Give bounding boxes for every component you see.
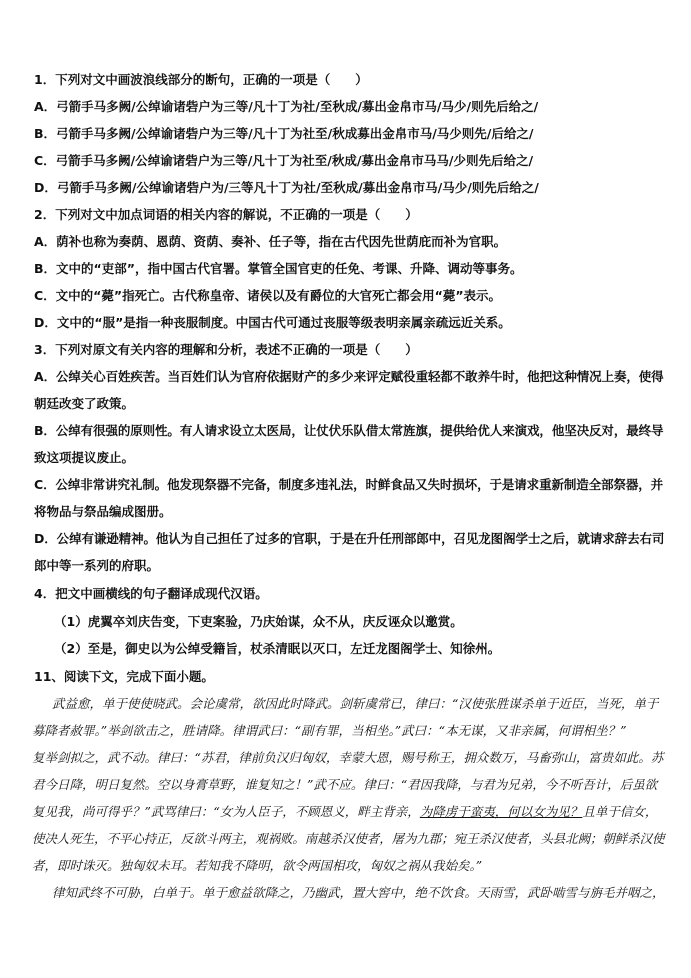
passage-text: 复见我，尚可得乎？”武骂律曰：“女为人臣子，不顾恩义，畔主背亲， — [32, 804, 420, 819]
q2-option-c: C．文中的“薨”指死亡。古代称皇帝、诸侯以及有爵位的大官死亡都会用“薨”表示。 — [34, 288, 502, 303]
q4-stem: 4．把文中画横线的句子翻译成现代汉语。 — [34, 586, 268, 601]
passage-line: 君今日降，明日复然。空以身膏草野，谁复知之！”武不应。律曰：“君因我降，与君为兄弟，今不听吾计，后虽欲 — [32, 777, 658, 792]
q1-option-a: A．弓箭手马多阙/公绰谕诸砦户为三等/凡十丁为社/至秋成/募出金帛市马/马少/则先后给之/ — [34, 99, 539, 114]
q2-option-b: B．文中的“吏部”，指中国古代官署。掌管全国官吏的任免、考课、升降、调动等事务。 — [34, 261, 523, 276]
q2-stem: 2．下列对文中加点词语的相关内容的解说，不正确的一项是（ ） — [34, 207, 418, 222]
q1-stem: 1．下列对文中画波浪线部分的断句，正确的一项是（ ） — [34, 72, 368, 87]
q3-option-a-line2: 朝廷改变了政策。 — [34, 396, 135, 411]
q3-option-d-line2: 郎中等一系列的府职。 — [34, 558, 160, 573]
underlined-sentence: 为降虏于蛮夷，何以女为见？ — [419, 804, 583, 819]
passage-line: 武益愈，单于使使晓武。会论虞常，欲因此时降武。剑斩虞常已，律曰：“汉使张胜谋杀单于近臣，当死，单于 — [52, 696, 659, 711]
q3-option-d-line1: D．公绰有谦逊精神。他认为自己担任了过多的官职，于是在升任刑部郎中，召见龙图阁学士之后，就请求辞去右司 — [34, 531, 665, 546]
passage-line — [32, 804, 668, 820]
q3-option-b-line1: B．公绰有很强的原则性。有人请求设立太医局，让仗伏乐队借太常旌旗，提供给优人来演戏，他坚决反对，最终导 — [34, 423, 664, 438]
passage-text: 且单于信女， — [582, 804, 658, 819]
q3-stem: 3．下列对原文有关内容的理解和分析，表述不正确的一项是（ ） — [34, 342, 418, 357]
passage-line: 募降者赦罪。”举剑欲击之，胜请降。律谓武曰：“副有罪，当相坐。”武曰：“本无谋，又非亲属，何谓相坐？” — [32, 723, 627, 738]
q4-sentence-2: （2）至是，御史以为公绰受籍旨，杖杀清眠以灭口，左迁龙图阁学士、知徐州。 — [54, 641, 501, 656]
q11-stem: 11、阅读下文，完成下面小题。 — [34, 669, 214, 684]
q3-option-c-line1: C．公绰非常讲究礼制。他发现祭器不完备，制度多违礼法，时鲜食品又失时损坏，于是请求重新制造全部祭器，并 — [34, 477, 664, 492]
q1-option-d: D．弓箭手马多阙/公绰谕诸砦户为/三等凡十丁为社/至秋成/募出金帛市马/马少/则先后给之/ — [34, 180, 539, 195]
q3-option-b-line2: 致这项提议废止。 — [34, 450, 135, 465]
q2-option-d: D．文中的“服”是指一种丧服制度。中国古代可通过丧服等级表明亲属亲疏远近关系。 — [34, 315, 511, 330]
q4-sentence-1: （1）虎翼卒刘庆告变，下吏案验，乃庆始谋，众不从，庆反诬众以邀赏。 — [54, 614, 463, 629]
passage-line: 复举剑拟之，武不动。律曰：“苏君，律前负汉归匈奴，幸蒙大恩，赐号称王，拥众数万，马畜弥山，富贵如此。苏 — [32, 750, 664, 765]
q3-option-c-line2: 将物品与祭品编成图册。 — [34, 504, 172, 519]
passage-line: 使决人死生，不平心持正，反欲斗两主，观祸败。南越杀汉使者，屠为九郡；宛王杀汉使者，头县北阙；朝鲜杀汉使 — [32, 831, 665, 846]
q3-option-a-line1: A．公绰关心百姓疾苦。当百姓们认为官府依据财产的多少来评定赋役重轻都不敢养牛时，他把这种情况上奏，使得 — [34, 369, 664, 384]
q1-option-c: C．弓箭手马多阙/公绰谕诸砦户为三等/凡十丁为社至/秋成/募出金帛市马马/少则先后给之/ — [34, 153, 534, 168]
q2-option-a: A．荫补也称为奏荫、恩荫、资荫、奏补、任子等，指在古代因先世荫庇而补为官职。 — [34, 234, 507, 249]
passage-line: 者，即时诛灭。独匈奴未耳。若知我不降明，欲令两国相攻，匈奴之祸从我始矣。” — [32, 858, 483, 873]
q1-option-b: B．弓箭手马多阙/公绰谕诸砦户为三等/凡十丁为社至/秋成募出金帛市马/马少则先/后给之/ — [34, 126, 534, 141]
passage-line: 律知武终不可胁，白单于。单于愈益欲降之，乃幽武，置大窖中，绝不饮食。天雨雪，武卧啮雪与旃毛并咽之， — [52, 885, 665, 900]
